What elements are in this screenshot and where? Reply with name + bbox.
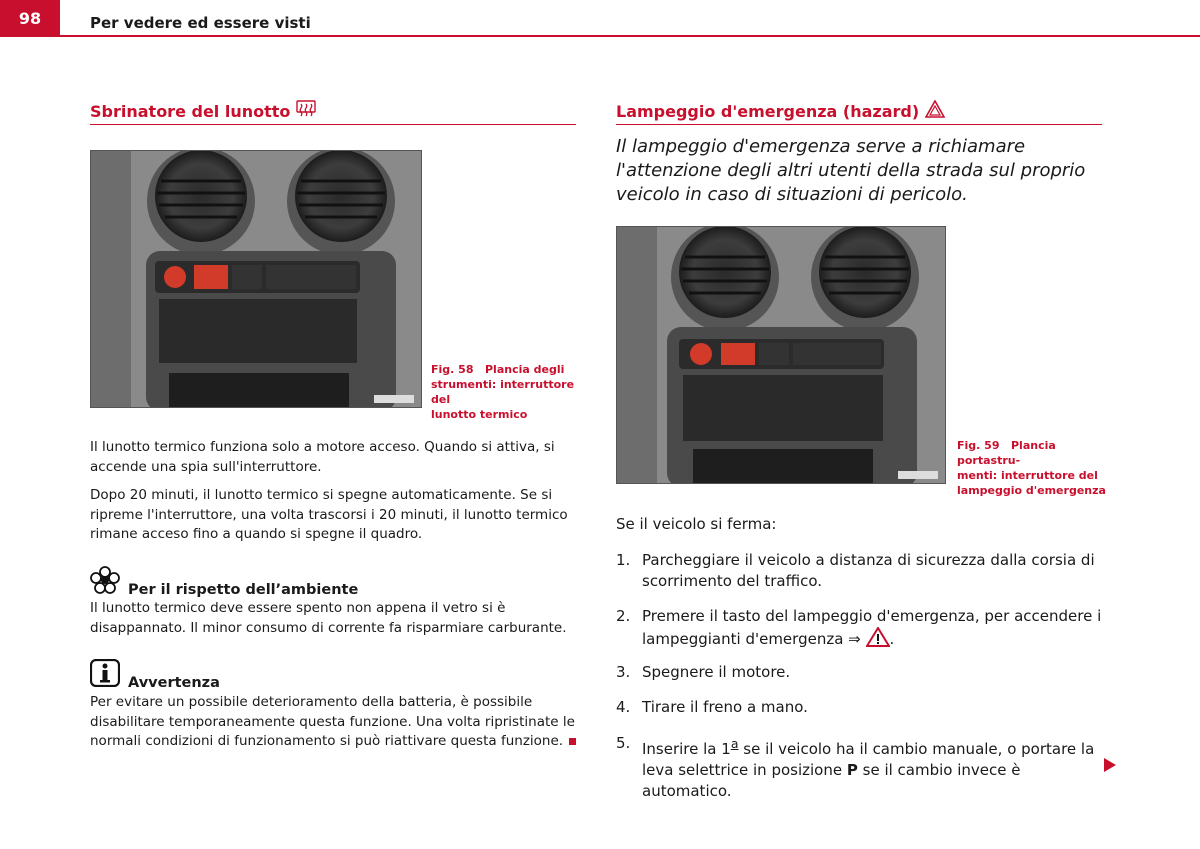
list-item (616, 697, 1102, 718)
environment-title-text: Per il rispetto dell’ambiente (128, 582, 359, 598)
info-icon (90, 659, 120, 691)
step-text: Tirare il freno a mano. (642, 698, 808, 716)
end-of-section-marker (569, 738, 576, 745)
hazard-lead-text: Il lampeggio d'emergenza serve a richiamare l'attenzione degli altri utenti della strada sul proprio veicolo in caso di situazioni di pericolo. (616, 136, 1086, 205)
section-title-text: Lampeggio d'emergenza (hazard) (616, 101, 920, 121)
environment-box-title (90, 566, 358, 598)
page-number: 98 (0, 0, 60, 37)
step-text: Parcheggiare il veicolo a distanza di sicurezza dalla corsia di scorrimento del traffico. (642, 551, 1095, 590)
list-item (616, 606, 1102, 650)
list-item (616, 662, 1102, 683)
figure-label: Fig. 58 (431, 363, 474, 376)
step-text-part: se il veicolo ha il cambio manuale, o portare la leva selettrice in posizione (642, 740, 1095, 779)
note-box-title (90, 659, 220, 691)
section-rule (616, 124, 1102, 125)
note-title-text: Avvertenza (128, 675, 220, 691)
warning-triangle-icon[interactable] (866, 630, 890, 648)
caption-line: Plancia degli (484, 363, 565, 376)
figure-label: Fig. 59 (957, 439, 1000, 452)
step-text-part: se il cambio invece è automatico. (642, 761, 1021, 800)
caption-line: strumenti: interruttore del (431, 378, 575, 406)
ordinal-superscript: a (730, 736, 739, 751)
figure-58-photo (90, 150, 422, 408)
section-rule (90, 124, 576, 125)
environment-text: Il lunotto termico deve essere spento non appena il vetro si è disappannato. Il minor consumo di corrente fa risparmiare carburante. (90, 600, 567, 636)
note-text-body: Per evitare un possibile deterioramento della batteria, è possibile disabilitare temporaneamente questa funzione. Una volta ripristinate le normali condizioni di funzionamento si può riattivare questa funzione. (90, 694, 575, 749)
list-item (616, 733, 1102, 802)
paragraph: Il lunotto termico funziona solo a motore acceso. Quando si attiva, si accende una spia sull'interruttore. (90, 439, 555, 475)
step-text-body: Premere il tasto del lampeggio d'emergenza, per accendere i lampeggianti d'emergenza ⇒ (642, 607, 1102, 648)
steps-intro: Se il veicolo si ferma: (616, 515, 777, 533)
section-title-text: Sbrinatore del lunotto (90, 101, 291, 121)
figure-58-caption (431, 362, 581, 422)
paragraph: Dopo 20 minuti, il lunotto termico si spegne automaticamente. Se si ripreme l'interruttore, una volta trascorsi i 20 minuti, il lunotto termico rimane acceso fino a quando si spegne il quadro. (90, 487, 568, 542)
figure-59-photo (616, 226, 946, 484)
step-number: 1. (616, 551, 631, 569)
hazard-triangle-icon (925, 100, 945, 122)
flower-icon (90, 566, 120, 598)
gear-position-label: P (846, 761, 858, 779)
note-text (90, 693, 580, 752)
section-title-hazard (616, 100, 945, 122)
caption-line: lampeggio d'emergenza (957, 484, 1106, 497)
list-item (616, 550, 1102, 592)
running-header-title: Per vedere ed essere visti (90, 14, 311, 32)
step-text: Premere il tasto del lampeggio d'emergenza, per accendere i lampeggianti d'emergenza ⇒ . (642, 607, 1102, 648)
section-title-defroster (90, 100, 316, 122)
rear-defroster-icon (296, 100, 316, 122)
header-rule (60, 35, 1200, 37)
caption-line: Plancia portastru- (957, 439, 1056, 467)
caption-line: lunotto termico (431, 408, 528, 421)
step-number: 3. (616, 663, 631, 681)
step-number: 5. (616, 734, 631, 752)
step-text-part: Inserire la 1 (642, 740, 731, 758)
caption-line: menti: interruttore del (957, 469, 1098, 482)
step-number: 4. (616, 698, 631, 716)
step-text: Spegnere il motore. (642, 663, 791, 681)
step-text (642, 733, 1102, 802)
figure-59-caption (957, 438, 1107, 498)
step-number: 2. (616, 607, 631, 625)
continue-arrow-icon[interactable] (1104, 757, 1116, 776)
